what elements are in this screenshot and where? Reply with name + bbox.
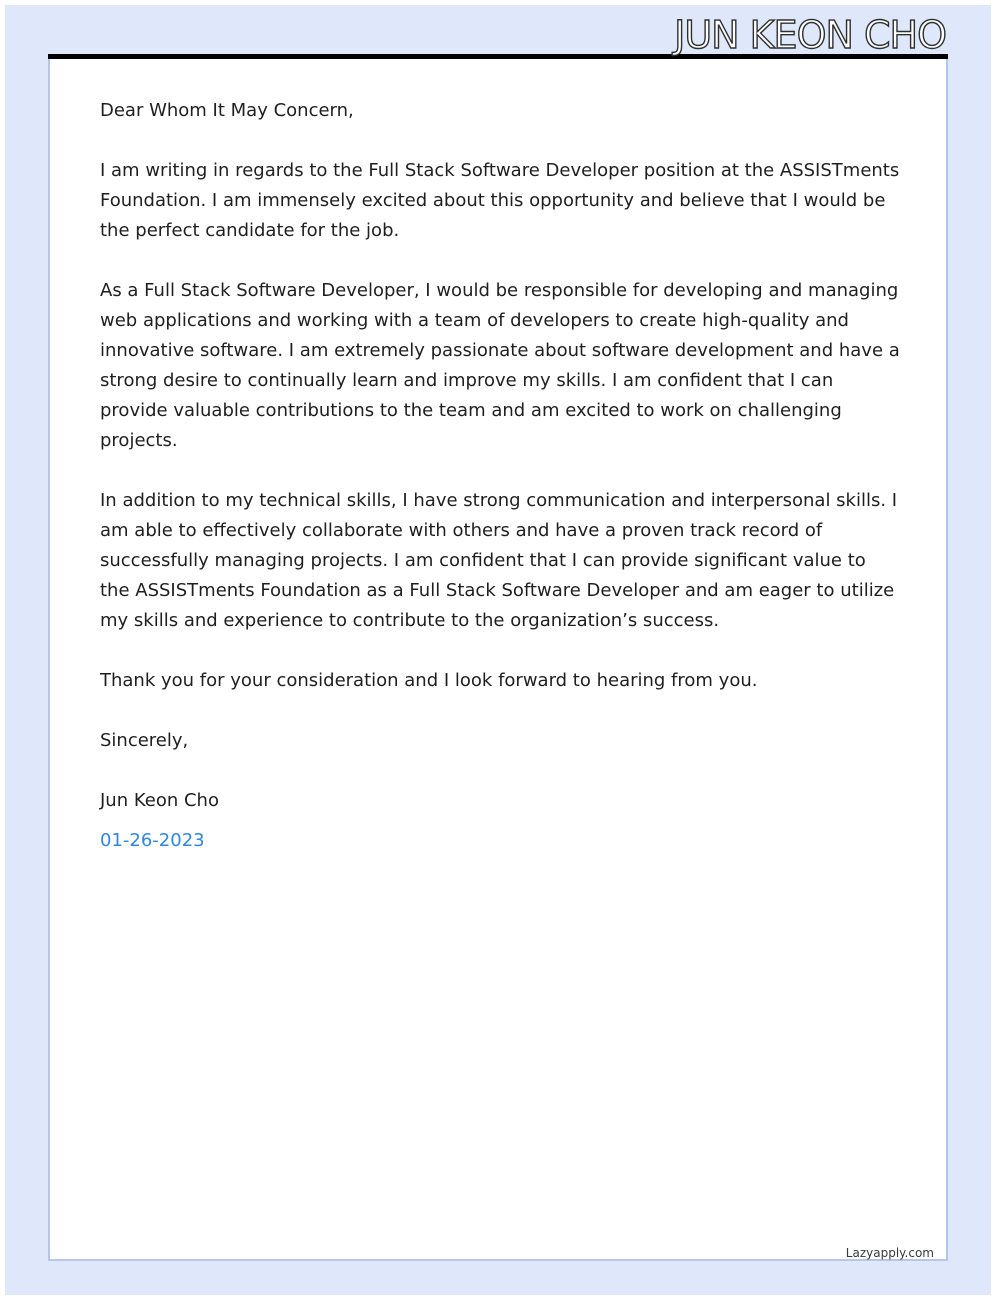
letter-paragraph: I am writing in regards to the Full Stack Software Developer position at the ASSISTments Foundation. I am immensely excited about this opportunity and believe that I would be the perfect candidate for the job.: [100, 160, 900, 241]
letter-paragraph: Thank you for your consideration and I look forward to hearing from you.: [100, 670, 758, 691]
letter-paragraph: As a Full Stack Software Developer, I would be responsible for developing and managing web applications and working with a team of developers to create high-quality and innovative software. I am extremely passionate about software development and have a strong desire to continually learn and improve my skills. I am confident that I can provide valuable contributions to the team and am excited to work on challenging projects.: [100, 280, 900, 451]
applicant-name-heading: JUN KEON CHO: [674, 13, 946, 57]
letter-date: 01-26-2023: [100, 830, 205, 851]
letter-paragraph: In addition to my technical skills, I have strong communication and interpersonal skills. I am able to effectively collaborate with others and have a proven track record of successfully managing projects. I am confident that I can provide significant value to the ASSISTments Foundation as a Full Stack Software Developer and am eager to utilize my skills and experience to contribute to the organization’s success.: [100, 490, 898, 631]
watermark: Lazyapply.com: [845, 1246, 934, 1260]
cover-letter-body: [100, 96, 900, 856]
signature-name: Jun Keon Cho: [100, 790, 219, 811]
closing: Sincerely,: [100, 730, 189, 751]
salutation: Dear Whom It May Concern,: [100, 100, 354, 121]
